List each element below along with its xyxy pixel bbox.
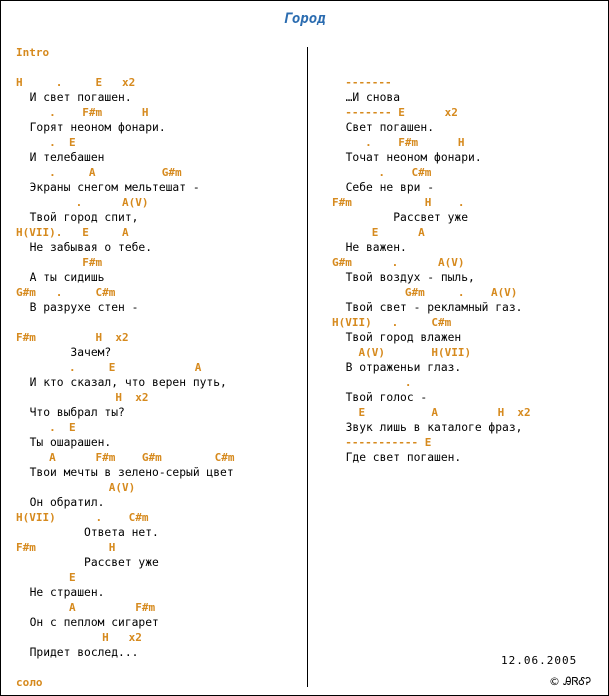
chord-line: A(V) bbox=[16, 481, 136, 494]
chord-line: H(VII). E A bbox=[16, 226, 129, 239]
lyric-line: Горят неоном фонари. bbox=[16, 121, 166, 134]
chord-line: ------- bbox=[332, 76, 392, 89]
blank-line bbox=[16, 60, 301, 75]
lyric-line: Экраны снегом мельтешат - bbox=[16, 181, 200, 194]
lyric-line: Не страшен. bbox=[16, 586, 105, 599]
lyric-line: …И снова bbox=[332, 91, 401, 104]
blank-line bbox=[16, 315, 301, 330]
chord-line: E A bbox=[332, 226, 425, 239]
lyric-line: Что выбрал ты? bbox=[16, 406, 125, 419]
lyric-line: Твой воздух - пыль, bbox=[332, 271, 475, 284]
lyric-line: Он с пеплом сигарет bbox=[16, 616, 159, 629]
chord-line: ----------- E bbox=[332, 436, 432, 449]
chord-line: E A H x2 bbox=[332, 406, 531, 419]
date-stamp: 12.06.2005 bbox=[501, 654, 578, 667]
lyric-line: Не важен. bbox=[332, 241, 407, 254]
chord-line: . F#m H bbox=[16, 106, 149, 119]
lyric-line: Твой город спит, bbox=[16, 211, 139, 224]
lyric-line: В отраженьи глаз. bbox=[332, 361, 462, 374]
chord-line: F#m H . bbox=[332, 196, 465, 209]
chord-line: . E bbox=[16, 421, 76, 434]
lyric-line: Придет вослед... bbox=[16, 646, 139, 659]
lyric-line: Он обратил. bbox=[16, 496, 105, 509]
lyric-line: И телебашен bbox=[16, 151, 105, 164]
chord-line: . A G#m bbox=[16, 166, 182, 179]
blank-line bbox=[332, 45, 602, 60]
chord-line: A F#m bbox=[16, 601, 156, 614]
chord-line: F#m H bbox=[16, 541, 116, 554]
lyric-line: В разрухе стен - bbox=[16, 301, 139, 314]
lyric-line: И кто сказал, что верен путь, bbox=[16, 376, 227, 389]
section-line: соло bbox=[16, 676, 43, 689]
lyric-line: Где свет погашен. bbox=[332, 451, 462, 464]
chord-line: G#m . A(V) bbox=[332, 286, 518, 299]
chord-line: ------- E x2 bbox=[332, 106, 458, 119]
section-line: Intro bbox=[16, 46, 50, 59]
lyric-line: Ответа нет. bbox=[16, 526, 159, 539]
lyric-line: Твой голос - bbox=[332, 391, 428, 404]
lyric-line: Свет погашен. bbox=[332, 121, 435, 134]
chord-line: H . E x2 bbox=[16, 76, 136, 89]
lyric-line: Зачем? bbox=[16, 346, 112, 359]
blank-line bbox=[332, 60, 602, 75]
right-column bbox=[332, 45, 602, 465]
chord-line: G#m . A(V) bbox=[332, 256, 465, 269]
chord-line: . bbox=[332, 376, 412, 389]
chord-line: F#m H x2 bbox=[16, 331, 129, 344]
chord-line: A F#m G#m C#m bbox=[16, 451, 235, 464]
song-title: Город bbox=[283, 11, 326, 27]
lyric-line: Рассвет уже bbox=[16, 556, 159, 569]
lyric-line: Точат неоном фонари. bbox=[332, 151, 482, 164]
chord-line: E bbox=[16, 571, 76, 584]
lyric-line: Твой город влажен bbox=[332, 331, 462, 344]
chord-line: A(V) H(VII) bbox=[332, 346, 472, 359]
left-column bbox=[16, 45, 301, 690]
chord-line: . C#m bbox=[332, 166, 432, 179]
chord-line: . E A bbox=[16, 361, 202, 374]
chord-line: F#m bbox=[16, 256, 103, 269]
lyric-line: И свет погашен. bbox=[16, 91, 132, 104]
lyric-line: Твой свет - рекламный газ. bbox=[332, 301, 523, 314]
lyric-line: Звук лишь в каталоге фраз, bbox=[332, 421, 523, 434]
chord-line: . A(V) bbox=[16, 196, 149, 209]
chord-line: H x2 bbox=[16, 391, 149, 404]
chord-line: . F#m H bbox=[332, 136, 465, 149]
chord-line: H(VII) . C#m bbox=[332, 316, 452, 329]
blank-line bbox=[16, 660, 301, 675]
signature: © ᎯᏒᎴᎮ bbox=[549, 675, 591, 688]
chord-line: H(VII) . C#m bbox=[16, 511, 149, 524]
lyric-line: Твои мечты в зелено-серый цвет bbox=[16, 466, 234, 479]
column-divider bbox=[307, 47, 308, 687]
lyric-line: Себе не ври - bbox=[332, 181, 435, 194]
lyric-line: А ты сидишь bbox=[16, 271, 105, 284]
lyric-line: Ты ошарашен. bbox=[16, 436, 112, 449]
lyric-line: Рассвет уже bbox=[332, 211, 469, 224]
chord-line: . E bbox=[16, 136, 76, 149]
chord-line: H x2 bbox=[16, 631, 142, 644]
lyric-line: Не забывая о тебе. bbox=[16, 241, 153, 254]
chord-line: G#m . C#m bbox=[16, 286, 116, 299]
